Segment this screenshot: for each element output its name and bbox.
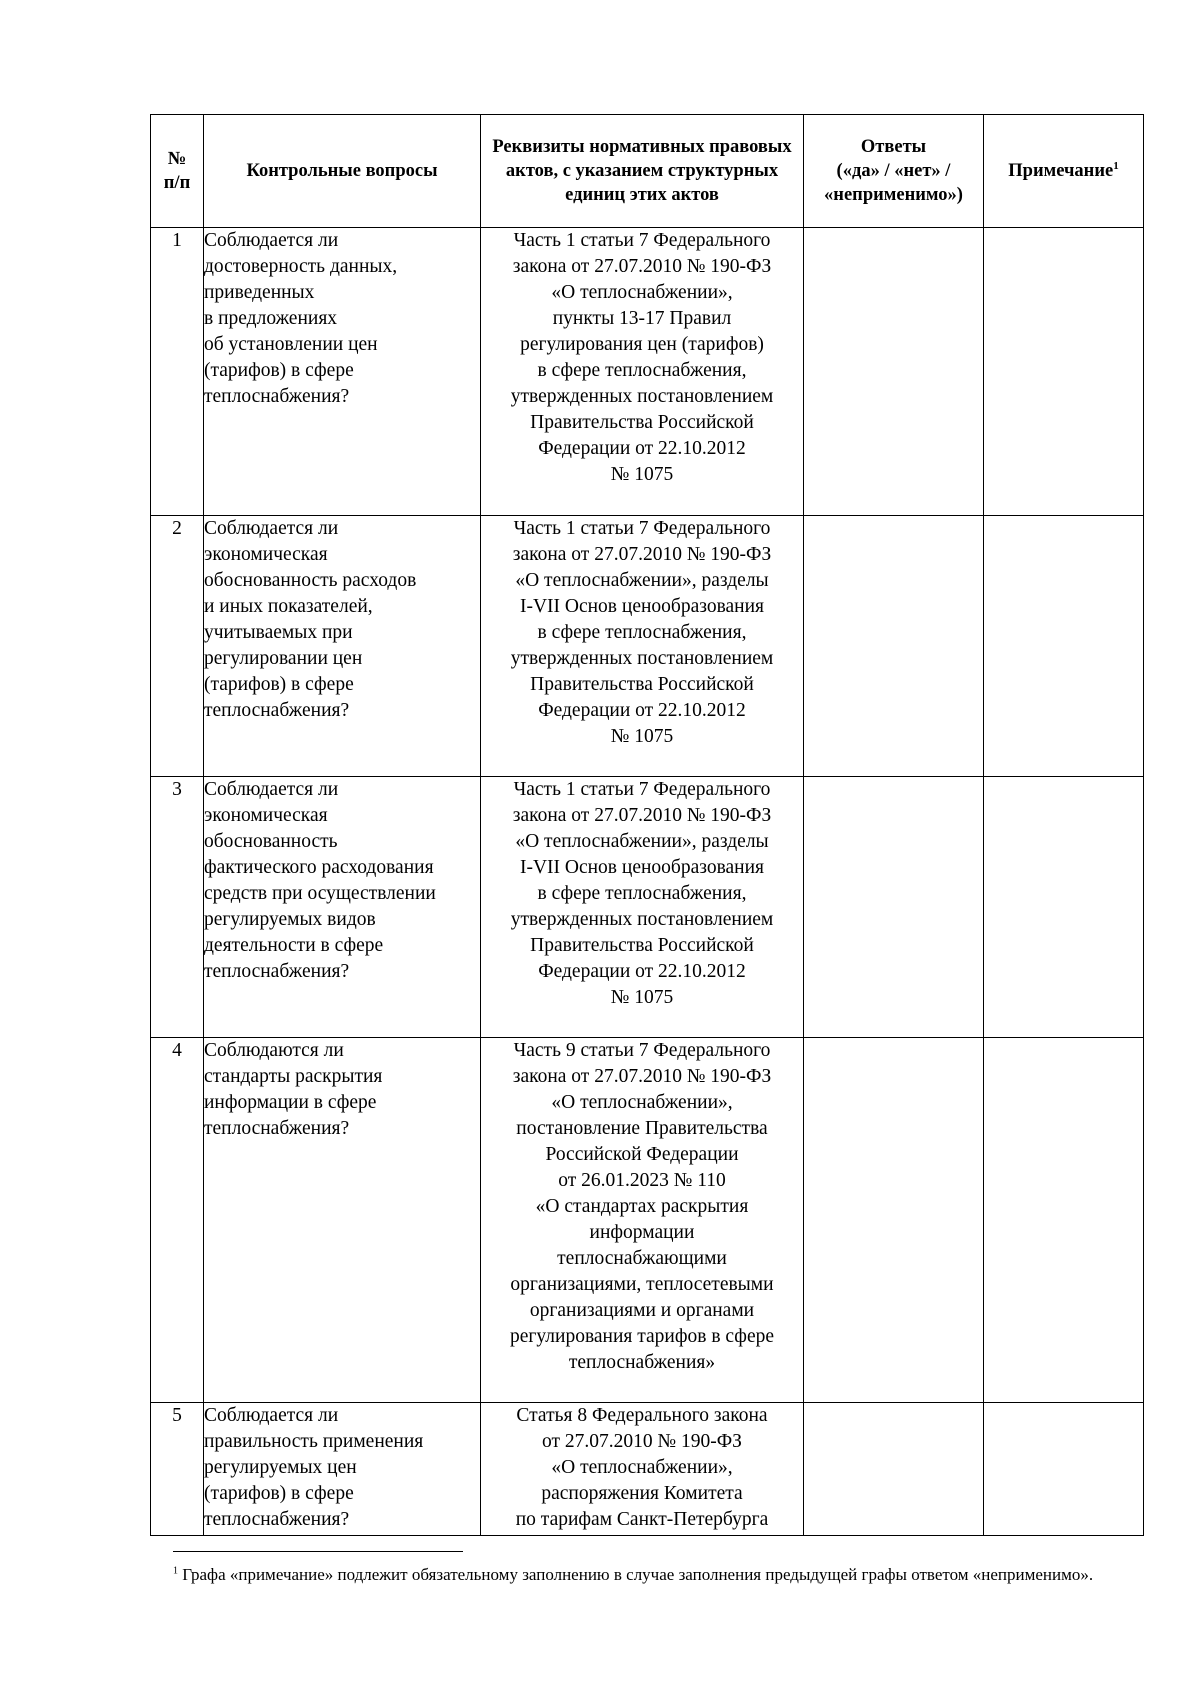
table-row [151,1403,1144,1536]
row-number: 1 [151,228,204,516]
answer-cell [804,516,984,777]
header-number: № п/п [151,115,204,228]
answer-cell [804,777,984,1038]
checklist-table [150,114,1144,1536]
legal-requisites: Часть 1 статьи 7 Федерального закона от 27.07.2010 № 190-ФЗ «О теплоснабжении», разделы I-VII Основ ценообразования в сфере теплоснабжения, утвержденных постановлением Правительства Российской Федерации от 22.10.2012 № 1075 [481,516,804,777]
table-header-row [151,115,1144,228]
footnote-separator [173,1551,463,1552]
legal-requisites: Часть 1 статьи 7 Федерального закона от 27.07.2010 № 190-ФЗ «О теплоснабжении», пункты 13-17 Правил регулирования цен (тарифов) в сфере теплоснабжения, утвержденных постановлением Правительства Российской Федерации от 22.10.2012 № 1075 [481,228,804,516]
row-number: 3 [151,777,204,1038]
control-question: Соблюдается ли достоверность данных, приведенных в предложениях об установлении цен (тарифов) в сфере теплоснабжения? [204,228,481,516]
control-question: Соблюдается ли экономическая обоснованность расходов и иных показателей, учитываемых при регулировании цен (тарифов) в сфере теплоснабжения? [204,516,481,777]
table-row [151,516,1144,777]
footnote-text: Графа «примечание» подлежит обязательному заполнению в случае заполнения предыдущей графы ответом «неприменимо». [182,1565,1094,1584]
row-number: 5 [151,1403,204,1536]
header-requisites: Реквизиты нормативных правовых актов, с указанием структурных единиц этих актов [481,115,804,228]
row-number: 2 [151,516,204,777]
note-cell [984,1403,1144,1536]
legal-requisites: Статья 8 Федерального закона от 27.07.2010 № 190-ФЗ «О теплоснабжении», распоряжения Комитета по тарифам Санкт-Петербурга [481,1403,804,1536]
legal-requisites: Часть 9 статьи 7 Федерального закона от 27.07.2010 № 190-ФЗ «О теплоснабжении», постановление Правительства Российской Федерации от 26.01.2023 № 110 «О стандартах раскрытия информации теплоснабжающими организациями, теплосетевыми организациями и органами регулирования тарифов в сфере теплоснабжения» [481,1038,804,1403]
header-questions: Контрольные вопросы [204,115,481,228]
table-row [151,777,1144,1038]
row-number: 4 [151,1038,204,1403]
footnote [173,1563,1133,1586]
control-question: Соблюдаются ли стандарты раскрытия информации в сфере теплоснабжения? [204,1038,481,1403]
note-cell [984,228,1144,516]
table-row [151,228,1144,516]
table-row [151,1038,1144,1403]
footnote-reference: 1 [1113,159,1119,172]
header-note: Примечание$^1$ [984,115,1144,228]
legal-requisites: Часть 1 статьи 7 Федерального закона от 27.07.2010 № 190-ФЗ «О теплоснабжении», разделы I-VII Основ ценообразования в сфере теплоснабжения, утвержденных постановлением Правительства Российской Федерации от 22.10.2012 № 1075 [481,777,804,1038]
note-cell [984,1038,1144,1403]
footnote-mark: 1 [173,1565,178,1577]
answer-cell [804,1403,984,1536]
header-answers: Ответы («да» / «нет» / «неприменимо») [804,115,984,228]
answer-cell [804,1038,984,1403]
note-cell [984,516,1144,777]
control-question: Соблюдается ли экономическая обоснованность фактического расходования средств при осуществлении регулируемых видов деятельности в сфере теплоснабжения? [204,777,481,1038]
control-question: Соблюдается ли правильность применения регулируемых цен (тарифов) в сфере теплоснабжения? [204,1403,481,1536]
note-cell [984,777,1144,1038]
answer-cell [804,228,984,516]
